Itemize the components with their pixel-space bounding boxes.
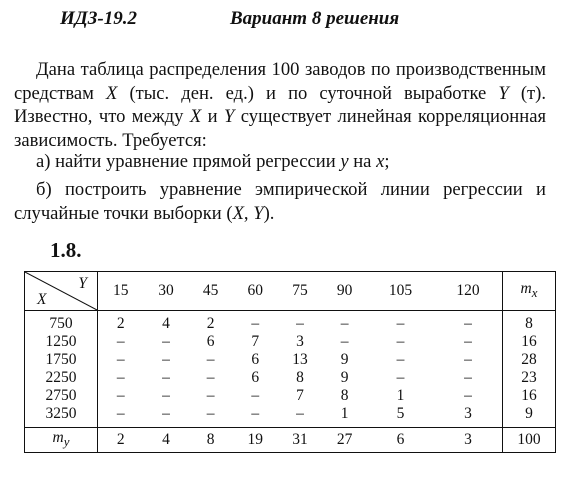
y-header: 105: [367, 272, 434, 311]
table-row: [25, 311, 556, 334]
freq-cell: –: [251, 315, 260, 332]
y-header: 75: [278, 272, 323, 311]
freq-cell: 9: [340, 369, 349, 386]
freq-cell: –: [116, 405, 125, 422]
my-value: 19: [233, 428, 278, 453]
mx-value: 28: [503, 351, 556, 369]
freq-cell: –: [251, 405, 260, 422]
freq-cell: 2: [206, 315, 215, 332]
freq-cell: –: [116, 369, 125, 386]
freq-cell: –: [206, 405, 215, 422]
mx-value: 8: [503, 311, 556, 334]
freq-cell: 9: [340, 351, 349, 368]
freq-cell: –: [206, 351, 215, 368]
freq-cell: 5: [396, 405, 405, 422]
my-value: 2: [98, 428, 144, 453]
total-value: 100: [503, 428, 556, 453]
task-item-b: б) построить уравнение эмпирической линии регрессии и случайные точки выборки (X, Y).: [14, 179, 546, 224]
my-value: 3: [434, 428, 503, 453]
freq-cell: –: [206, 387, 215, 404]
freq-cell: 6: [251, 351, 260, 368]
freq-cell: –: [162, 333, 170, 350]
corner-x-label: X: [37, 291, 47, 308]
my-value: 31: [278, 428, 323, 453]
table-corner-cell: [25, 272, 98, 311]
problem-statement: Дана таблица распределения 100 заводов по производственным средствам X (тыс. ден. ед.) и по суточной выработке Y (т). Известно, что между X и Y существует линейная корреляционная зависимость. Требуется:: [14, 59, 547, 151]
x-value: 3250: [25, 405, 98, 428]
mx-value: 9: [503, 405, 556, 428]
freq-cell: 8: [340, 387, 349, 404]
freq-cell: –: [162, 369, 170, 386]
freq-cell: 7: [296, 387, 304, 404]
x-value: 1250: [25, 333, 98, 351]
freq-cell: –: [464, 387, 472, 404]
x-value: 2250: [25, 369, 98, 387]
freq-cell: 4: [162, 315, 170, 332]
mx-value: 16: [503, 387, 556, 405]
mx-value: 16: [503, 333, 556, 351]
my-value: 6: [367, 428, 434, 453]
assignment-code: ИДЗ-19.2: [60, 8, 138, 29]
document-header: [60, 8, 400, 30]
freq-cell: –: [162, 351, 170, 368]
x-value: 1750: [25, 351, 98, 369]
freq-cell: –: [396, 333, 405, 350]
freq-cell: –: [162, 387, 170, 404]
mx-value: 23: [503, 369, 556, 387]
y-header: 120: [434, 272, 503, 311]
table-row: [25, 405, 556, 428]
freq-cell: 6: [251, 369, 260, 386]
table-header-row: [25, 272, 556, 311]
freq-cell: –: [464, 351, 472, 368]
x-value: 2750: [25, 387, 98, 405]
freq-cell: –: [464, 369, 472, 386]
freq-cell: –: [396, 315, 405, 332]
freq-cell: –: [251, 387, 260, 404]
freq-cell: 2: [116, 315, 125, 332]
freq-cell: 7: [251, 333, 260, 350]
freq-cell: 3: [296, 333, 304, 350]
y-header: 60: [233, 272, 278, 311]
freq-cell: 1: [340, 405, 349, 422]
y-header: 30: [144, 272, 189, 311]
freq-cell: 8: [296, 369, 304, 386]
mx-header: $m_x$: [503, 272, 556, 311]
freq-cell: –: [464, 333, 472, 350]
freq-cell: –: [340, 333, 349, 350]
y-header: 15: [98, 272, 144, 311]
my-value: 4: [144, 428, 189, 453]
freq-cell: 13: [292, 351, 308, 368]
my-value: 27: [322, 428, 367, 453]
my-value: 8: [188, 428, 233, 453]
freq-cell: –: [396, 369, 405, 386]
table-footer-row: [25, 428, 556, 453]
freq-cell: –: [296, 405, 304, 422]
task-item-a: а) найти уравнение прямой регрессии y на x;: [36, 151, 390, 172]
freq-cell: –: [116, 351, 125, 368]
freq-cell: –: [206, 369, 215, 386]
corner-y-label: Y: [78, 275, 87, 292]
freq-cell: –: [396, 351, 405, 368]
y-header: 90: [322, 272, 367, 311]
y-header: 45: [188, 272, 233, 311]
table-row: [25, 333, 556, 351]
freq-cell: –: [116, 387, 125, 404]
freq-cell: –: [296, 315, 304, 332]
freq-cell: 6: [206, 333, 215, 350]
variant-title: Вариант 8 решения: [230, 8, 400, 29]
my-label: $m_y$: [25, 428, 98, 453]
distribution-table: [24, 271, 556, 453]
section-number: 1.8.: [50, 238, 82, 262]
freq-cell: –: [116, 333, 125, 350]
freq-cell: 3: [464, 405, 472, 422]
table-row: [25, 369, 556, 387]
freq-cell: –: [464, 315, 472, 332]
freq-cell: 1: [396, 387, 405, 404]
table-row: [25, 387, 556, 405]
freq-cell: –: [340, 315, 349, 332]
x-value: 750: [25, 311, 98, 334]
table-row: [25, 351, 556, 369]
freq-cell: –: [162, 405, 170, 422]
